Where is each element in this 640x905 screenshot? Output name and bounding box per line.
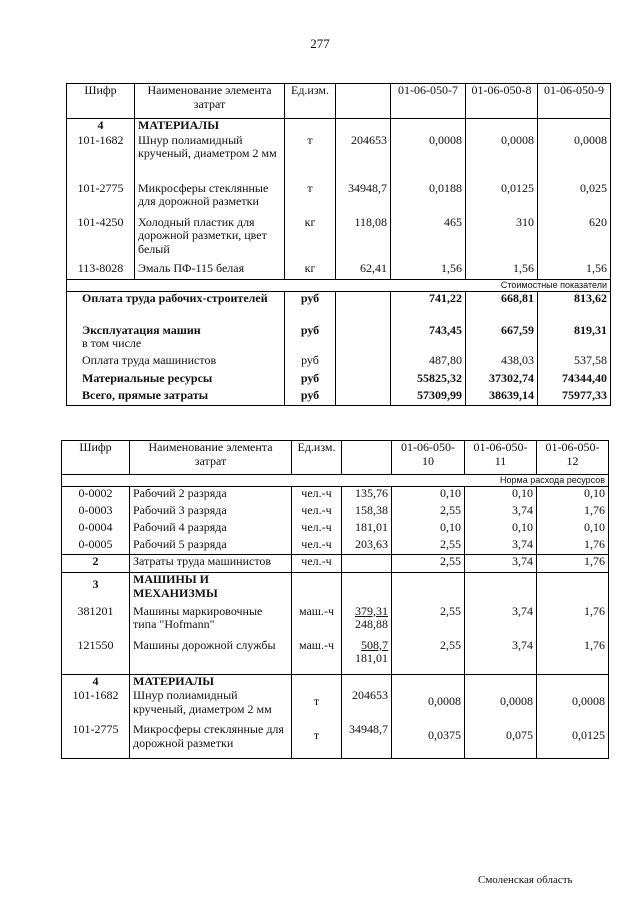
cost-col-3: 813,62 (538, 292, 611, 324)
row-code: 101-2775 (62, 723, 130, 759)
row-unit: чел.-ч (292, 487, 342, 504)
header-col-1: 01-06-050-7 (391, 84, 466, 119)
row-col-2: 0,0125 (466, 182, 538, 216)
cost-col-2: 668,81 (466, 292, 538, 324)
header-name: Наименование элемента затрат (135, 84, 285, 119)
row-col-3: 0,0008 (538, 134, 611, 182)
row-col-2: 3,74 (465, 605, 537, 639)
row-code: 101-1682 (67, 134, 135, 182)
table-row (67, 134, 611, 182)
row-code: 0-0004 (62, 521, 130, 538)
row-col-2: 0,075 (465, 723, 537, 759)
section-row (62, 675, 609, 689)
resource-norm-note: Норма расхода ресурсов (62, 475, 609, 487)
cost-col-1: 743,45 (391, 324, 466, 354)
section-name: МАТЕРИАЛЫ (135, 119, 285, 134)
row-unit: чел.-ч (292, 555, 342, 573)
row-col-1: 465 (391, 216, 466, 262)
row-unit: маш.-ч (292, 639, 342, 675)
row-col-3: 0,10 (537, 521, 609, 538)
row-col-1: 0,0008 (392, 689, 465, 723)
row-price: 181,01 (342, 521, 392, 538)
header-code: Шифр (67, 84, 135, 119)
cost-unit: руб (285, 324, 336, 354)
table-row (62, 487, 609, 504)
row-price: 158,38 (342, 504, 392, 521)
header-unit: Ед.изм. (292, 441, 342, 475)
cost-col-2: 667,59 (466, 324, 538, 354)
table-row (62, 521, 609, 538)
cost-col-2: 37302,74 (466, 372, 538, 389)
row-unit: маш.-ч (292, 605, 342, 639)
row-code: 101-2775 (67, 182, 135, 216)
table-row (62, 504, 609, 521)
cost-col-3: 74344,40 (538, 372, 611, 389)
row-col-1: 2,55 (392, 555, 465, 573)
cost-row (67, 292, 611, 324)
cost-unit: руб (285, 292, 336, 324)
row-price: 203,63 (342, 538, 392, 555)
row-col-1: 0,10 (392, 521, 465, 538)
table-row (67, 182, 611, 216)
table-row (62, 689, 609, 723)
row-price: 34948,7 (342, 723, 392, 759)
cost-col-1: 57309,99 (391, 389, 466, 406)
row-code: 0-0002 (62, 487, 130, 504)
row-col-2: 0,10 (465, 521, 537, 538)
row-col-3: 1,56 (538, 262, 611, 280)
row-name: Микросферы стеклянные для дорожной разметки (130, 723, 292, 759)
row-col-3: 620 (538, 216, 611, 262)
row-col-2: 0,10 (465, 487, 537, 504)
row-col-1: 2,55 (392, 605, 465, 639)
row-col-1: 0,0188 (391, 182, 466, 216)
cost-name: Эксплуатация машин в том числе (67, 324, 285, 354)
table-row (62, 555, 609, 573)
cost-name: Оплата труда машинистов (67, 354, 285, 372)
cost-row (67, 324, 611, 354)
row-unit: чел.-ч (292, 504, 342, 521)
row-code: 101-1682 (62, 689, 130, 723)
row-col-3: 1,76 (537, 639, 609, 675)
row-col-1: 0,0375 (392, 723, 465, 759)
table-header-row (67, 84, 611, 119)
row-unit: т (292, 689, 342, 723)
row-price: 118,08 (336, 216, 391, 262)
cost-col-1: 741,22 (391, 292, 466, 324)
row-col-2: 3,74 (465, 555, 537, 573)
row-col-2: 0,0008 (465, 689, 537, 723)
cost-name: Оплата труда рабочих-строителей (67, 292, 285, 324)
row-col-3: 1,76 (537, 538, 609, 555)
row-name: Эмаль ПФ-115 белая (135, 262, 285, 280)
row-name: Холодный пластик для дорожной разметки, цвет белый (135, 216, 285, 262)
row-col-3: 0,0125 (537, 723, 609, 759)
page-number: 277 (310, 36, 330, 51)
row-name: Рабочий 5 разряда (130, 538, 292, 555)
row-code: 121550 (62, 639, 130, 675)
header-unit: Ед.изм. (285, 84, 336, 119)
row-col-3: 0,0008 (537, 689, 609, 723)
section-row (67, 119, 611, 134)
header-col-2: 01-06-050- 11 (465, 441, 537, 475)
row-name: Микросферы стеклянные для дорожной разметки (135, 182, 285, 216)
section-code: 4 (67, 119, 135, 134)
cost-col-2: 38639,14 (466, 389, 538, 406)
resource-table-1 (66, 83, 611, 406)
row-col-1: 0,10 (392, 487, 465, 504)
section-code: 3 (62, 573, 130, 605)
cost-name: Материальные ресурсы (67, 372, 285, 389)
cost-row (67, 354, 611, 372)
row-price: 379,31 248,88 (342, 605, 392, 639)
header-col-2: 01-06-050-8 (466, 84, 538, 119)
cost-col-3: 75977,33 (538, 389, 611, 406)
section-code: 4 (62, 675, 130, 689)
row-price: 204653 (336, 134, 391, 182)
cost-col-1: 487,80 (391, 354, 466, 372)
row-code: 113-8028 (67, 262, 135, 280)
row-col-3: 0,10 (537, 487, 609, 504)
row-col-2: 3,74 (465, 504, 537, 521)
cost-col-3: 819,31 (538, 324, 611, 354)
row-code: 0-0003 (62, 504, 130, 521)
row-unit: кг (285, 262, 336, 280)
note-row (62, 475, 609, 487)
cost-row (67, 389, 611, 406)
row-code: 381201 (62, 605, 130, 639)
row-unit: т (285, 182, 336, 216)
footer-region: Смоленская область (478, 874, 573, 886)
table-header-row (62, 441, 609, 475)
table-row (62, 723, 609, 759)
row-price: 135,76 (342, 487, 392, 504)
cost-subtitle: в том числе (82, 336, 142, 351)
cost-row (67, 372, 611, 389)
section-row (62, 573, 609, 605)
row-code: 101-4250 (67, 216, 135, 262)
row-price: 508,7 181,01 (342, 639, 392, 675)
row-name: Шнур полиамидный крученый, диаметром 2 мм (130, 689, 292, 723)
header-price (336, 84, 391, 119)
row-code: 2 (62, 555, 130, 573)
row-col-3: 0,025 (538, 182, 611, 216)
note-row (67, 280, 611, 292)
row-unit: т (292, 723, 342, 759)
cost-unit: руб (285, 372, 336, 389)
row-unit: чел.-ч (292, 538, 342, 555)
row-col-1: 2,55 (392, 639, 465, 675)
table-row (62, 639, 609, 675)
row-col-2: 3,74 (465, 538, 537, 555)
section-name: МАТЕРИАЛЫ (130, 675, 292, 689)
cost-name: Всего, прямые затраты (67, 389, 285, 406)
header-code: Шифр (62, 441, 130, 475)
row-name: Затраты труда машинистов (130, 555, 292, 573)
row-name: Шнур полиамидный крученый, диаметром 2 мм (135, 134, 285, 182)
row-name: Машины маркировочные типа "Hofmann" (130, 605, 292, 639)
row-col-2: 310 (466, 216, 538, 262)
resource-table-2 (61, 440, 609, 759)
cost-col-2: 438,03 (466, 354, 538, 372)
cost-indicators-note: Стоимостные показатели (67, 280, 611, 292)
cost-unit: руб (285, 354, 336, 372)
row-col-2: 1,56 (466, 262, 538, 280)
row-col-1: 2,55 (392, 538, 465, 555)
row-unit: кг (285, 216, 336, 262)
header-price (342, 441, 392, 475)
row-unit: т (285, 134, 336, 182)
row-col-3: 1,76 (537, 555, 609, 573)
header-col-3: 01-06-050-9 (538, 84, 611, 119)
row-col-2: 3,74 (465, 639, 537, 675)
table-row (67, 216, 611, 262)
row-price: 62,41 (336, 262, 391, 280)
header-name: Наименование элемента затрат (130, 441, 292, 475)
header-col-3: 01-06-050- 12 (537, 441, 609, 475)
table-row (67, 262, 611, 280)
row-code: 0-0005 (62, 538, 130, 555)
row-col-3: 1,76 (537, 504, 609, 521)
row-col-2: 0,0008 (466, 134, 538, 182)
table-row (62, 538, 609, 555)
row-name: Рабочий 4 разряда (130, 521, 292, 538)
header-col-1: 01-06-050- 10 (392, 441, 465, 475)
cost-unit: руб (285, 389, 336, 406)
section-name: МАШИНЫ И МЕХАНИЗМЫ (130, 573, 292, 605)
row-col-3: 1,76 (537, 605, 609, 639)
row-price: 204653 (342, 689, 392, 723)
row-unit: чел.-ч (292, 521, 342, 538)
row-col-1: 2,55 (392, 504, 465, 521)
row-price: 34948,7 (336, 182, 391, 216)
table-row (62, 605, 609, 639)
row-col-1: 0,0008 (391, 134, 466, 182)
row-col-1: 1,56 (391, 262, 466, 280)
cost-col-3: 537,58 (538, 354, 611, 372)
row-name: Рабочий 3 разряда (130, 504, 292, 521)
row-name: Машины дорожной службы (130, 639, 292, 675)
cost-col-1: 55825,32 (391, 372, 466, 389)
row-name: Рабочий 2 разряда (130, 487, 292, 504)
